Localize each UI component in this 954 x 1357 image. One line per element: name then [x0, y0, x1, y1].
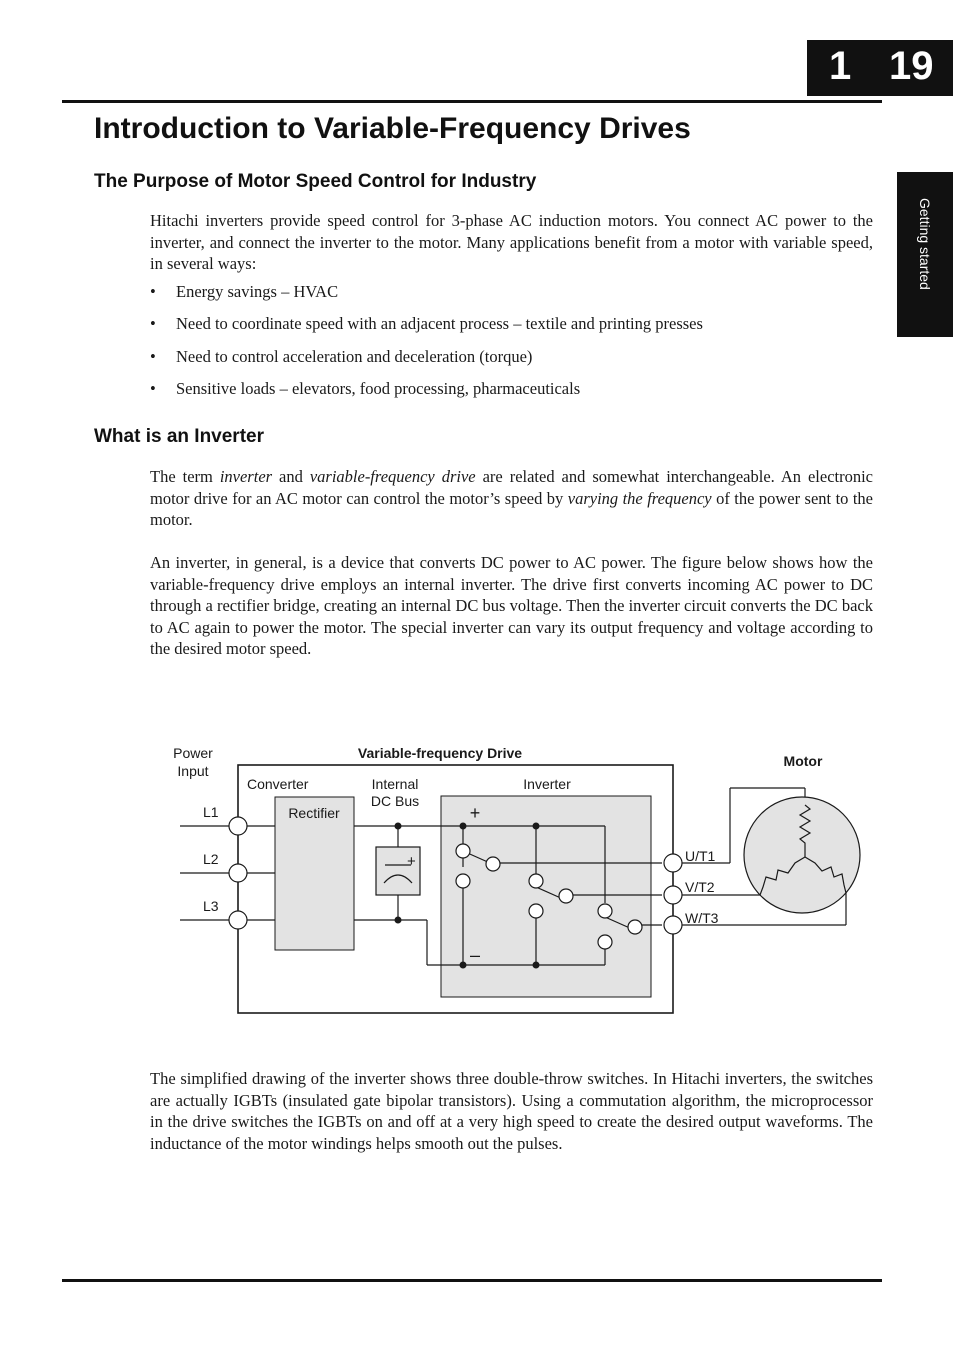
input-label-l2: L2: [203, 851, 219, 867]
inverter-explanation-paragraph: An inverter, in general, is a device that converts DC power to AC power. The figure below shows how the variable-frequency drive employs an internal inverter. The drive first converts incoming AC power to DC through a rectifier bridge, creating an internal DC bus voltage. Then the inverter circuit converts the DC back to AC again to power the motor. The special inverter can vary its output frequency and voltage according to the desired motor speed.: [150, 553, 873, 658]
terminal-l1: [229, 817, 247, 835]
rectifier-label: Rectifier: [288, 805, 340, 821]
plus-sign: +: [469, 803, 481, 823]
output-label-u: U/T1: [685, 848, 716, 864]
terminal-v: [664, 886, 682, 904]
terminal-l3: [229, 911, 247, 929]
list-item: • Need to control acceleration and deceleration (torque): [150, 346, 873, 378]
input-label-l3: L3: [203, 898, 219, 914]
text-run: The term: [150, 467, 220, 486]
text-run: are related and somewhat interchangeable. An electronic motor drive for an AC motor can control the motor’s speed by: [150, 467, 873, 508]
purpose-intro: Hitachi inverters provide speed control for 3-phase AC induction motors. You connect AC power to the inverter, and connect the inverter to the motor. Many applications benefit from a motor with variable speed, in several ways:: [150, 211, 873, 273]
list-item: • Sensitive loads – elevators, food processing, pharmaceuticals: [150, 378, 873, 410]
motor-label: Motor: [783, 753, 823, 769]
inverter-definition-paragraph: [150, 466, 873, 531]
terminal-l2: [229, 864, 247, 882]
section-heading-inverter: What is an Inverter: [94, 426, 264, 447]
power-input-label: Power: [173, 745, 213, 761]
output-label-w: W/T3: [685, 910, 719, 926]
top-rule: [62, 100, 882, 103]
page-title: Introduction to Variable-Frequency Drives: [94, 112, 691, 145]
converter-label: Converter: [247, 776, 309, 792]
list-item: • Need to coordinate speed with an adjacent process – textile and printing presses: [150, 313, 873, 345]
inverter-label: Inverter: [523, 776, 571, 792]
benefits-list: [150, 281, 873, 410]
emphasis-vfd: variable-frequency drive: [309, 467, 476, 486]
section-heading-purpose: The Purpose of Motor Speed Control for Industry: [94, 171, 537, 192]
emphasis-varying-frequency: varying the frequency: [567, 488, 712, 508]
output-label-v: V/T2: [685, 879, 715, 895]
text-run: and: [272, 467, 310, 486]
terminal-u: [664, 854, 682, 872]
terminal-w: [664, 916, 682, 934]
emphasis-inverter: inverter: [219, 467, 273, 486]
list-item: • Energy savings – HVAC: [150, 281, 873, 313]
side-tab: [897, 172, 953, 337]
minus-sign: –: [469, 945, 481, 965]
igbt-paragraph: The simplified drawing of the inverter shows three double-throw switches. In Hitachi inverters, the switches are actually IGBTs (insulated gate bipolar transistors). Using a commutation algorithm, the microprocessor in the drive switches the IGBTs on and off at a very high speed to create the desired output waveforms. The inductance of the motor windings helps smooth out the pulses.: [150, 1069, 873, 1153]
text-run: of the power sent to the motor.: [150, 488, 873, 529]
chapter-number: 1: [829, 44, 852, 88]
input-label-l1: L1: [203, 804, 219, 820]
power-input-label: Input: [177, 763, 209, 779]
side-tab-label: Getting started: [917, 198, 933, 290]
bottom-rule: [62, 1279, 882, 1282]
vfd-diagram: [160, 735, 880, 1025]
chapter-page-box: [807, 40, 953, 96]
internal-bus-label: Internal: [371, 776, 419, 792]
page-number: 19: [889, 44, 934, 88]
drive-title: Variable-frequency Drive: [357, 745, 523, 761]
internal-bus-label: DC Bus: [370, 793, 420, 809]
capacitor-plus: +: [407, 853, 416, 870]
